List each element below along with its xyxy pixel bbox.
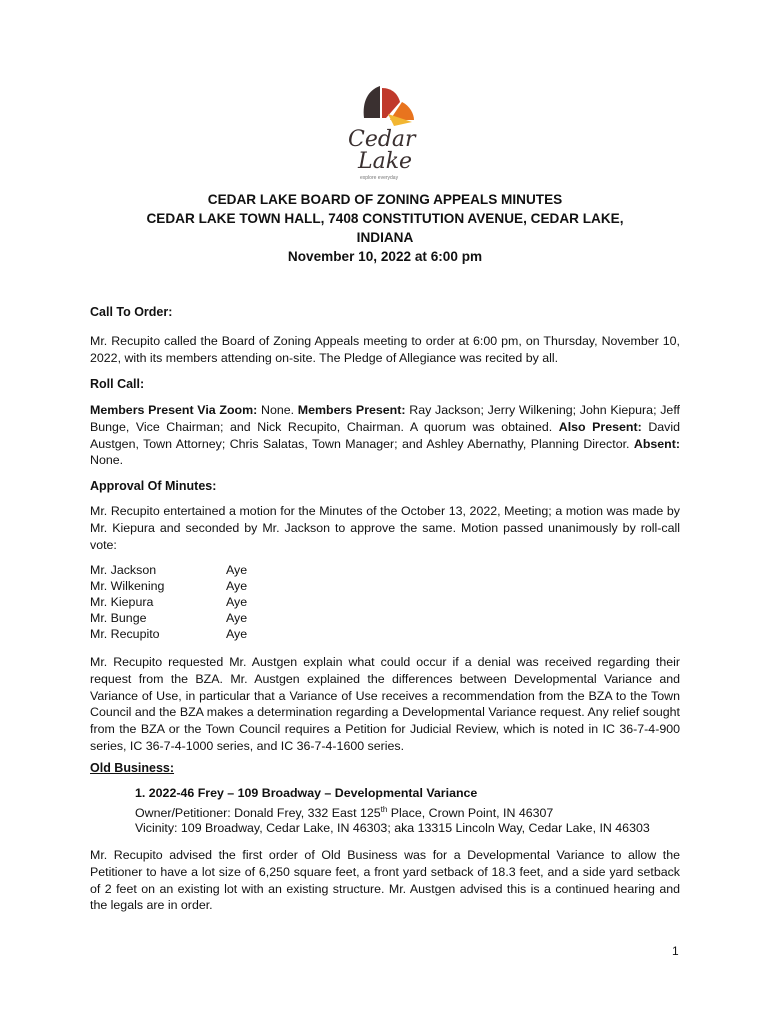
- absent-value: None.: [90, 453, 124, 468]
- page-number: 1: [672, 944, 679, 958]
- roll-call-heading: Roll Call:: [90, 377, 145, 391]
- roll-call-text: [90, 402, 680, 469]
- call-to-order-heading: Call To Order:: [90, 305, 173, 319]
- title-line-2: CEDAR LAKE TOWN HALL, 7408 CONSTITUTION AVENUE, CEDAR LAKE,: [146, 211, 624, 226]
- present-value: Ray Jackson; Jerry Wilkening; John Kiepura; Jeff Bunge, Vice Chairman; and Nick Recupito, Chairman. A quorum was obtained.: [90, 403, 680, 434]
- also-present-value: David Austgen, Town Attorney; Chris Salatas, Town Manager; and Ashley Abernathy, Planning Director.: [90, 419, 680, 451]
- title-line-1: CEDAR LAKE BOARD OF ZONING APPEALS MINUTES: [207, 192, 563, 207]
- logo-text-lake: Lake: [358, 149, 413, 174]
- approval-heading: Approval Of Minutes:: [90, 479, 217, 493]
- vote-name: Mr. Jackson: [90, 563, 157, 577]
- zoom-value: None.: [257, 403, 298, 417]
- also-present-label: Also Present:: [558, 419, 642, 434]
- item-owner: Owner/Petitioner: Donald Frey, 332 East 125th Place, Crown Point, IN 46307: [135, 804, 554, 820]
- title-date: November 10, 2022 at 6:00 pm: [287, 249, 483, 264]
- old-business-text: Mr. Recupito advised the first order of Old Business was for a Developmental Variance to allow the Petitioner to have a lot size of 6,250 square feet, a front yard setback of 18.3 feet, and a side yard setback of 2 feet on an existing lot with an existing structure. Mr. Austgen advised this is a continued hearing and the legals are in order.: [90, 848, 680, 913]
- cedar-lake-logo: [340, 84, 426, 184]
- vote-name: Mr. Wilkening: [90, 579, 165, 593]
- old-business-heading: Old Business:: [90, 761, 175, 775]
- logo-tagline: explore everyday: [360, 175, 399, 181]
- absent-label: Absent:: [633, 436, 680, 451]
- vote-name: Mr. Kiepura: [90, 595, 154, 609]
- vote-value: Aye: [226, 563, 248, 577]
- vote-name: Mr. Bunge: [90, 611, 147, 625]
- vote-value: Aye: [226, 611, 248, 625]
- zoom-label: Members Present Via Zoom:: [90, 403, 258, 417]
- title-line-3: INDIANA: [356, 230, 414, 245]
- approval-discussion: Mr. Recupito requested Mr. Austgen explain what could occur if a denial was received regarding their request from the BZA. Mr. Austgen explained the differences between Developmental Variance and Variance of Use, in particular that a Variance of Use receives a recommendation from the BZA to the Town Council and the BZA makes a determination regarding a Developmental Variance request. Any relief sought from the BZA or the Town Council requires a Petition for Judicial Review, which is noted in IC 36-7-4-900 series, IC 36-7-4-1000 series, and IC 36-7-4-1600 series.: [90, 655, 680, 753]
- approval-text: Mr. Recupito entertained a motion for the Minutes of the October 13, 2022, Meeting; a motion was made by Mr. Kiepura and seconded by Mr. Jackson to approve the same. Motion passed unanimously by roll-call vote:: [90, 504, 680, 552]
- logo-text-cedar: Cedar: [348, 127, 416, 152]
- call-to-order-text: Mr. Recupito called the Board of Zoning Appeals meeting to order at 6:00 pm, on Thursday, November 10, 2022, with its members attending on-site. The Pledge of Allegiance was recited by all.: [90, 334, 680, 365]
- old-business-item: [135, 786, 650, 837]
- vote-value: Aye: [226, 627, 248, 641]
- item-vicinity: Vicinity: 109 Broadway, Cedar Lake, IN 46303; aka 13315 Lincoln Way, Cedar Lake, IN 46303: [135, 821, 650, 836]
- item-title: 1. 2022-46 Frey – 109 Broadway – Developmental Variance: [135, 786, 478, 800]
- vote-value: Aye: [226, 579, 248, 593]
- vote-name: Mr. Recupito: [90, 627, 160, 641]
- present-label: Members Present:: [297, 403, 406, 417]
- vote-value: Aye: [226, 595, 248, 609]
- logo-sail-dark: [364, 86, 380, 118]
